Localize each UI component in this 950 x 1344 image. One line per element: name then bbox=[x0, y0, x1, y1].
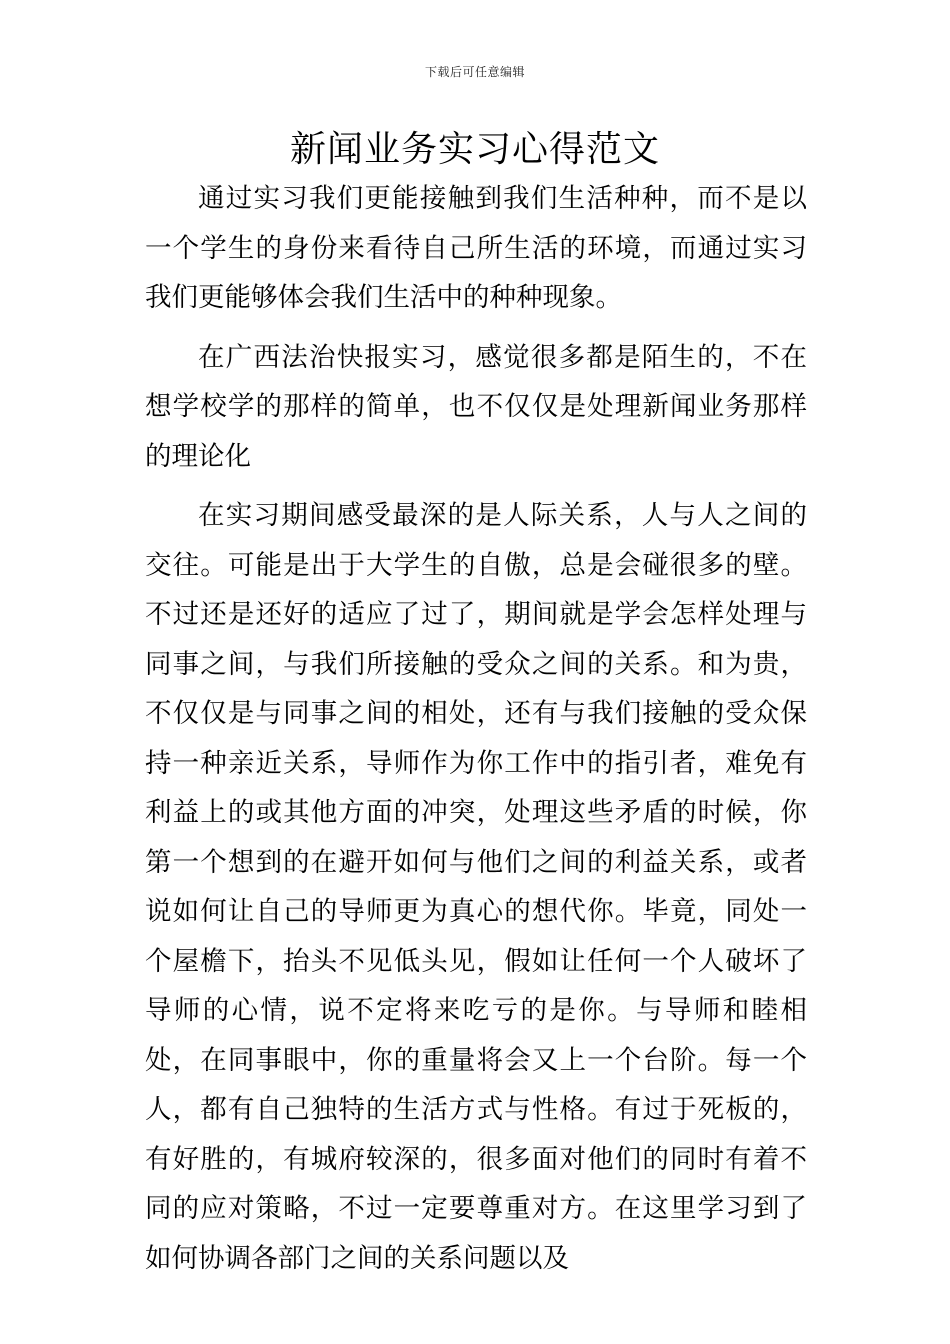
document-title: 新闻业务实习心得范文 bbox=[289, 129, 660, 170]
paragraph-2: 在广西法治快报实习，感觉很多都是陌生的，不在想学校学的那样的简单，也不仅仅是处理新闻业务那样的理论化 bbox=[145, 341, 807, 472]
header-note: 下载后可任意编辑 bbox=[424, 65, 525, 79]
paragraph-1: 通过实习我们更能接触到我们生活种种，而不是以一个学生的身份来看待自己所生活的环境，而通过实习我们更能够体会我们生活中的种种现象。 bbox=[145, 183, 807, 313]
document-body bbox=[145, 174, 807, 1283]
paragraph-3: 在实习期间感受最深的是人际关系，人与人之间的交往。可能是出于大学生的自傲，总是会碰很多的壁。不过还是还好的适应了过了，期间就是学会怎样处理与同事之间，与我们所接触的受众之间的关系。和为贵，不仅仅是与同事之间的相处，还有与我们接触的受众保持一种亲近关系，导师作为你工作中的指引者，难免有利益上的或其他方面的冲突，处理这些矛盾的时候，你第一个想到的在避开如何与他们之间的利益关系，或者说如何让自己的导师更为真心的想代你。毕竟，同处一个屋檐下，抬头不见低头见，假如让任何一个人破坏了导师的心情，说不定将来吃亏的是你。与导师和睦相处，在同事眼中，你的重量将会又上一个台阶。每一个人，都有自己独特的生活方式与性格。有过于死板的，有好胜的，有城府较深的，很多面对他们的同时有着不同的应对策略，不过一定要尊重对方。在这里学习到了如何协调各部门之间的关系问题以及 bbox=[145, 500, 807, 1274]
